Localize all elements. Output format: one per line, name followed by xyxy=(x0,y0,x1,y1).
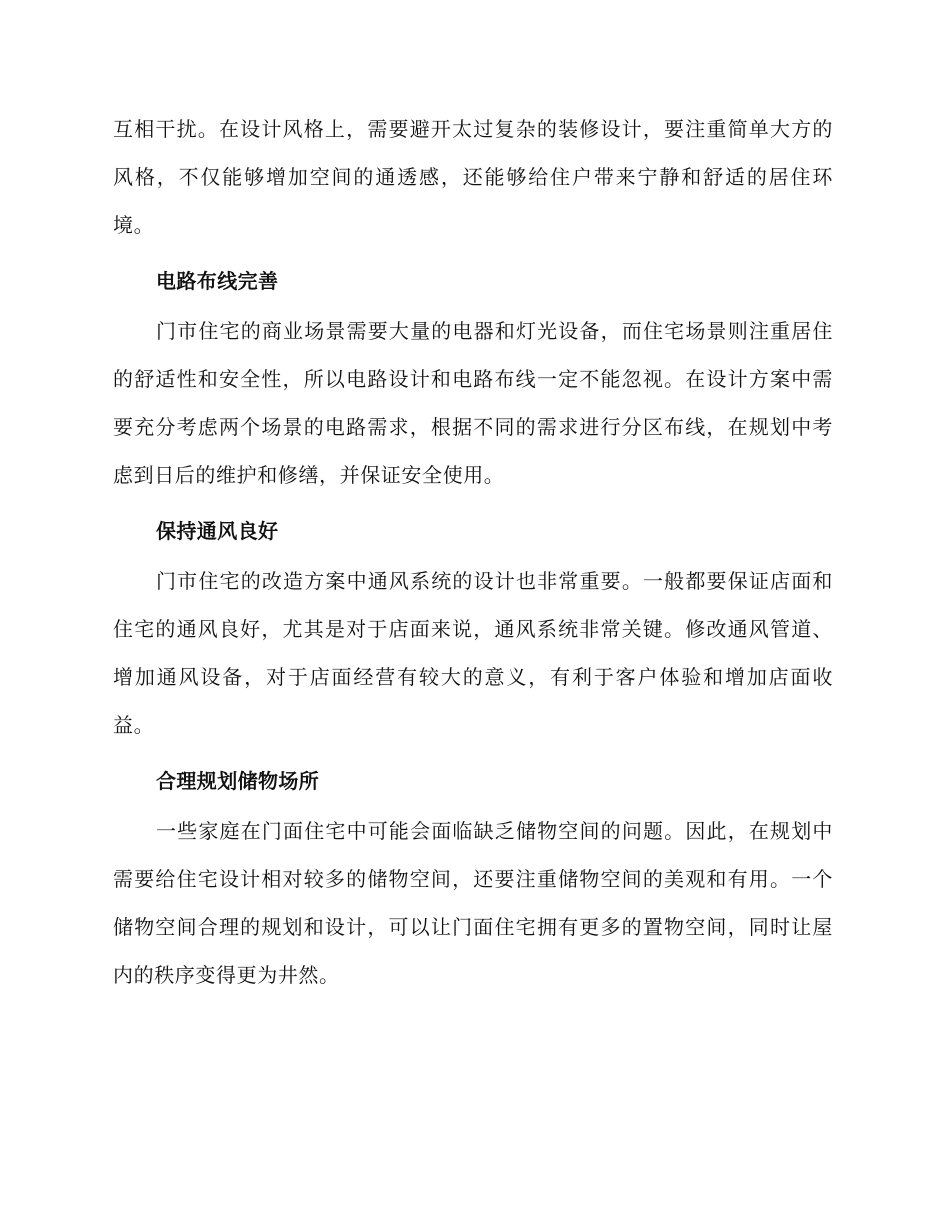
section-paragraph: 门市住宅的改造方案中通风系统的设计也非常重要。一般都要保证店面和住宅的通风良好，尤其是对于店面来说，通风系统非常关键。修改通风管道、增加通风设备，对于店面经营有较大的意义，有利于客户体验和增加店面收益。 xyxy=(113,569,833,737)
document-body xyxy=(113,105,833,999)
section-gap xyxy=(113,749,833,755)
section-heading: 保持通风良好 xyxy=(156,519,279,543)
section-heading: 电路布线完善 xyxy=(156,269,279,293)
section-storage xyxy=(113,757,833,999)
section-gap xyxy=(113,499,833,505)
section-heading: 合理规划储物场所 xyxy=(156,769,320,793)
section-ventilation xyxy=(113,507,833,749)
intro-paragraph: 互相干扰。在设计风格上，需要避开太过复杂的装修设计，要注重简单大方的风格，不仅能够增加空间的通透感，还能够给住户带来宁静和舒适的居住环境。 xyxy=(113,117,833,237)
section-electrical-wiring xyxy=(113,257,833,499)
section-paragraph: 一些家庭在门面住宅中可能会面临缺乏储物空间的问题。因此，在规划中需要给住宅设计相对较多的储物空间，还要注重储物空间的美观和有用。一个储物空间合理的规划和设计，可以让门面住宅拥有更多的置物空间，同时让屋内的秩序变得更为井然。 xyxy=(113,819,833,987)
section-gap xyxy=(113,249,833,255)
section-paragraph: 门市住宅的商业场景需要大量的电器和灯光设备，而住宅场景则注重居住的舒适性和安全性，所以电路设计和电路布线一定不能忽视。在设计方案中需要充分考虑两个场景的电路需求，根据不同的需求进行分区布线，在规划中考虑到日后的维护和修缮，并保证安全使用。 xyxy=(113,319,833,487)
